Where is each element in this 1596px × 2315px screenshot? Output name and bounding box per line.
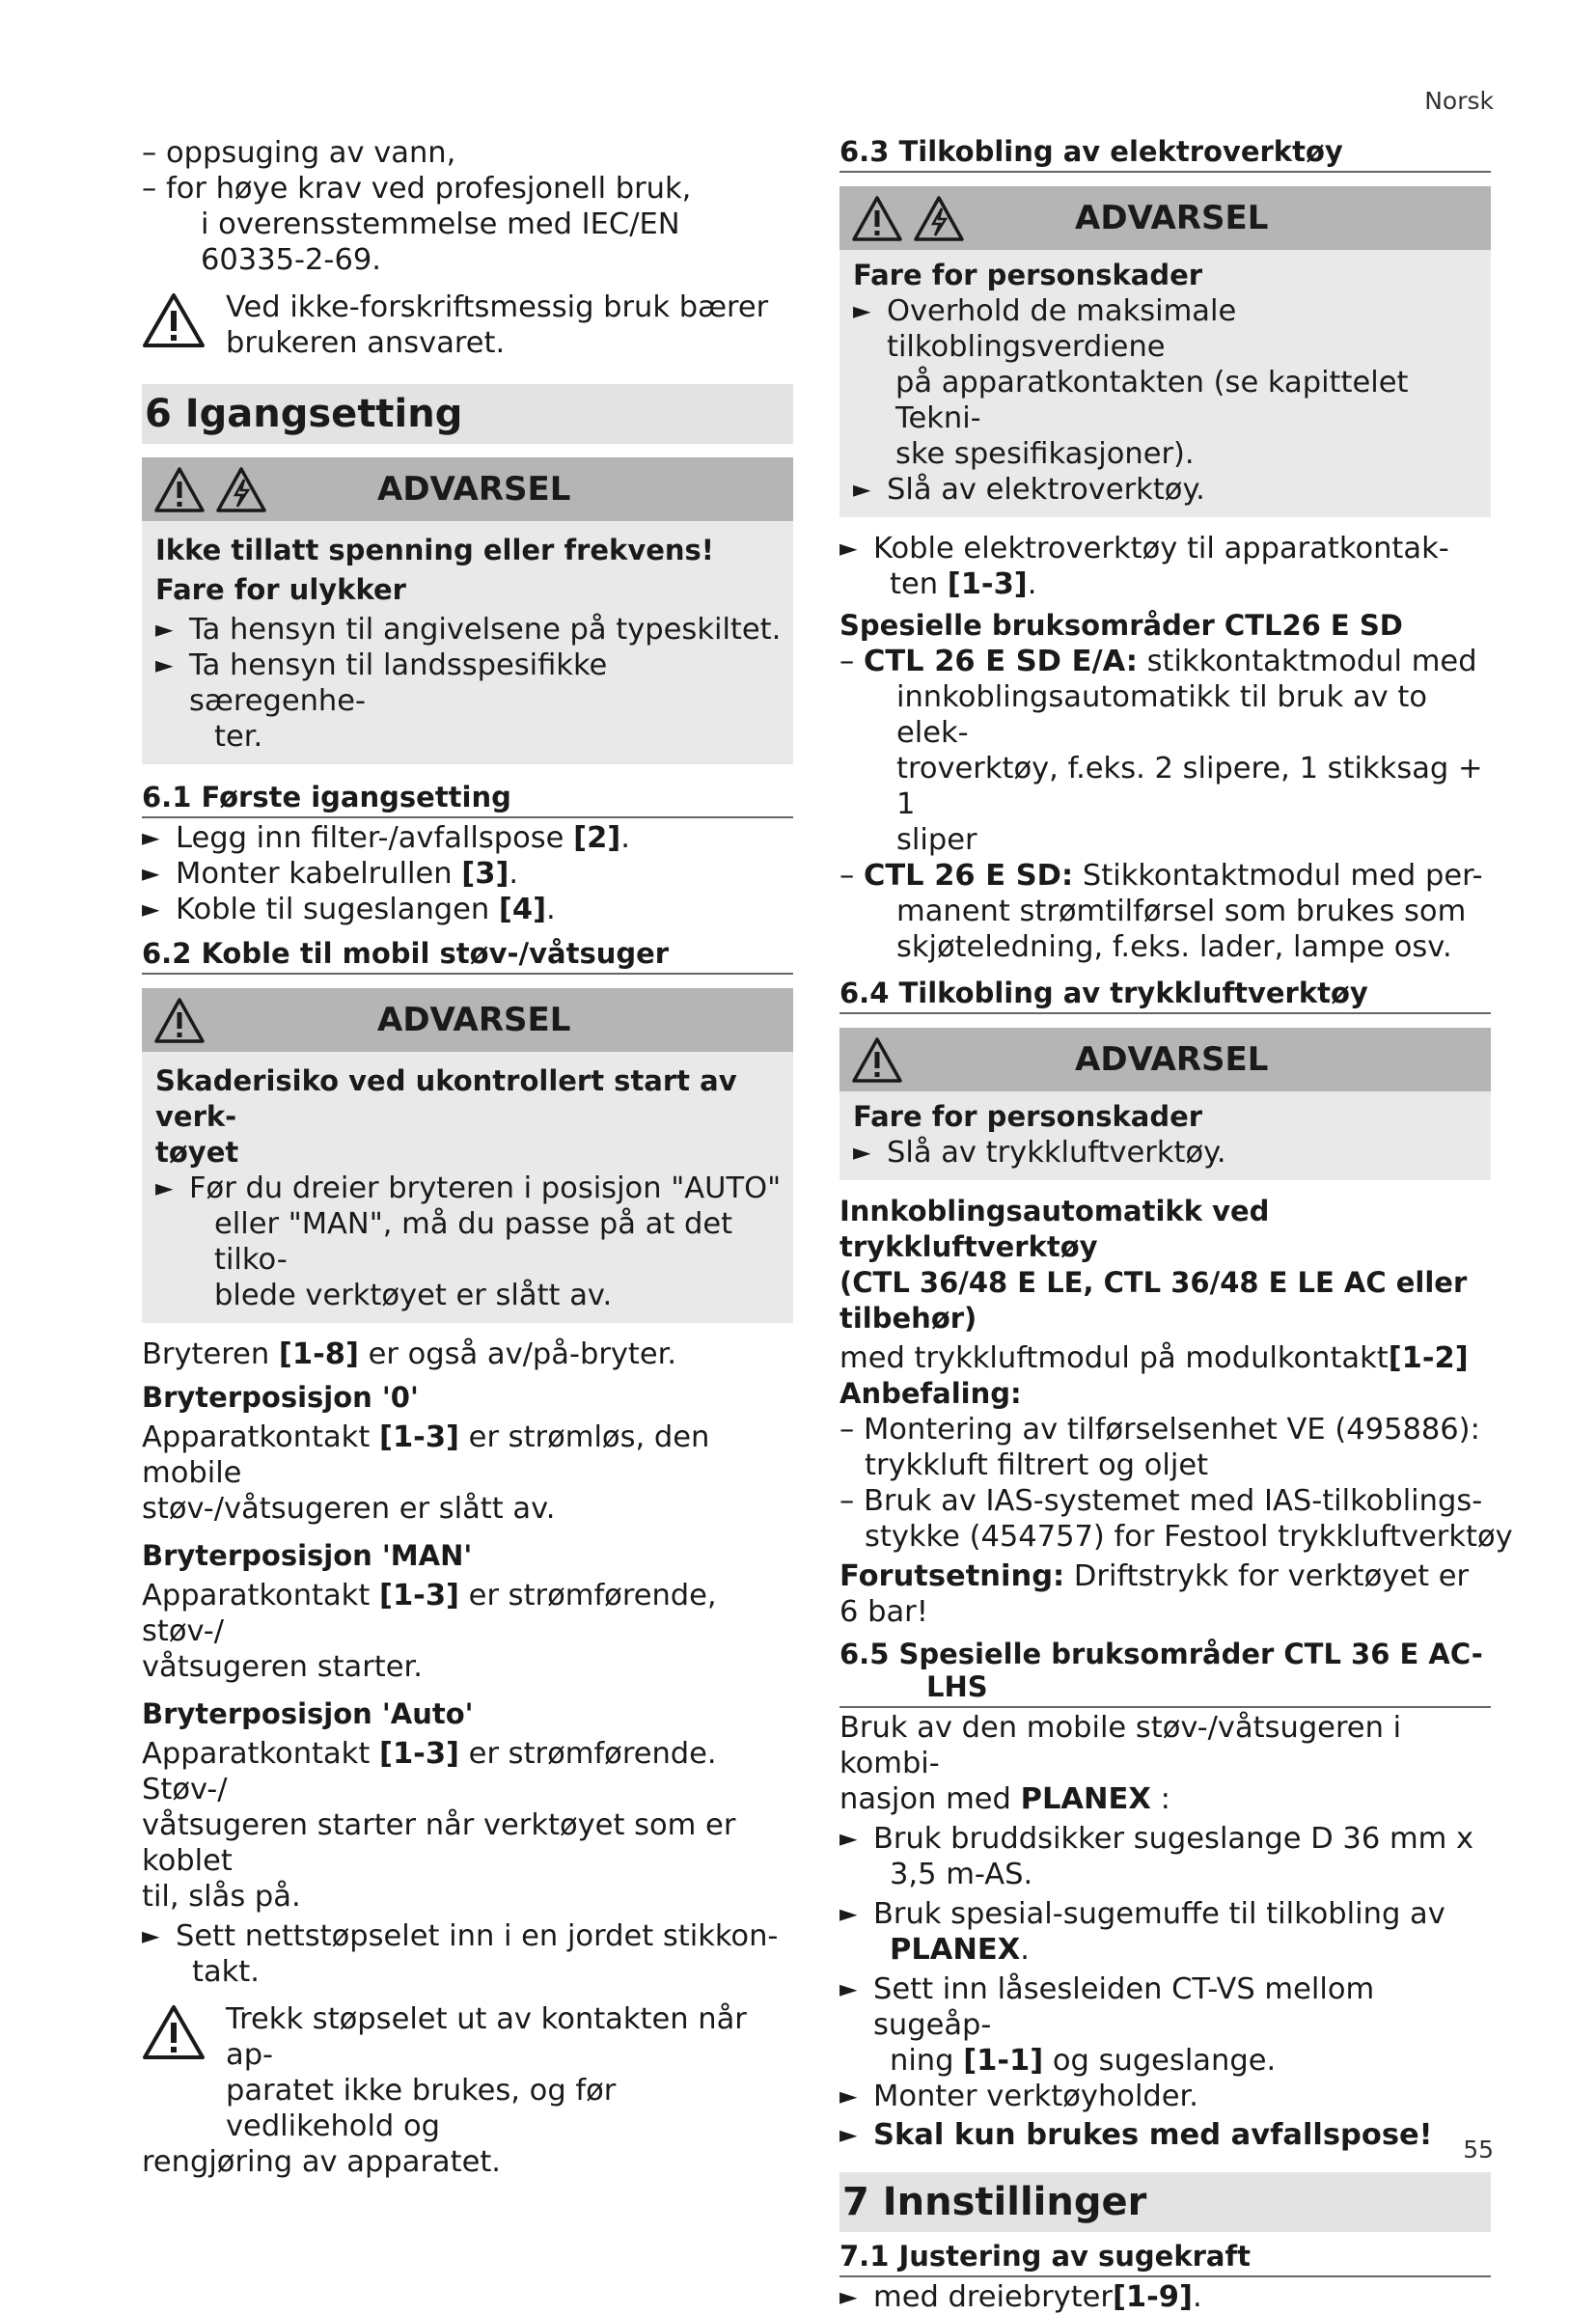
warning-header [142, 988, 793, 1052]
caution-note: Ved ikke-forskriftsmessig bruk bærer brukeren ansvaret. [142, 289, 793, 361]
arrow-icon: ► [853, 297, 871, 324]
section-7-1-title: 7.1 Justering av sugekraft [839, 2240, 1491, 2277]
arrow-icon: ► [839, 2082, 858, 2109]
list-item: ► Monter kabelrullen [3]. [142, 857, 519, 891]
arrow-icon: ► [839, 535, 858, 562]
warning-header [839, 186, 1491, 250]
list-item: ► Sett inn låsesleiden CT-VS mellom sugeåp- [839, 1972, 1375, 2042]
arrow-icon: ► [839, 2283, 858, 2310]
arrow-icon: ► [142, 860, 160, 887]
page-language: Norsk [1424, 87, 1494, 115]
switch-pos-auto-title: Bryterposisjon 'Auto' [142, 1697, 474, 1730]
arrow-icon: ► [839, 1975, 858, 2002]
section-7-title: 7 Innstillinger [839, 2172, 1491, 2232]
warning-header [142, 457, 793, 521]
switch-description: Bryteren [1-8] er også av/på-bryter. [142, 1337, 677, 1371]
warning-title: ADVARSEL [1075, 199, 1269, 237]
arrow-icon: ► [142, 896, 160, 923]
warning-box-voltage: ADVARSEL Ikke tillatt spenning eller frekvens! Fare for ulykker ► Ta hensyn til angivelsene på typeskiltet. ► Ta hensyn til landsspesifikke særegenhe- ter. [142, 457, 793, 764]
list-item: – Bruk av IAS-systemet med IAS-tilkoblings- [839, 1484, 1483, 1518]
list-item: ► Overhold de maksimale tilkoblingsverdiene [853, 294, 1237, 364]
warning-title: ADVARSEL [1075, 1040, 1269, 1079]
list-item: ► med dreiebryter[1-9]. [839, 2280, 1202, 2314]
right-column: 6.3 Tilkobling av elektroverktøy ADVARSEL Fare for personskader ► Overhold de maksimale tilkoblingsverdiene på apparatkontakten (se kapittelet Tekni- ske spesifikasjoner). ► Slå av elektroverktøy. ► Koble elektroverktøy til apparatkontak- ten [1-3]. Spesielle bruksområder CTL26 E SD – CTL 26 E SD E/A: stikkontaktmodul med innkoblingsautomatikk til bruk av to elek- troverktøy, f.eks. 2 slipere, 1 stikksag + 1 sliper – CTL 26 E SD: Stikkontaktmodul med per- manent strømtilførsel som brukes som skjøteledning, f.eks. lader, lampe osv. 6.4 Tilkobling av trykkluftverktøy ADVARSEL Fare for personskader ► Slå av trykkluftverktøy. Innkoblingsautomatikk ved trykkluftverktøy (CTL 36/48 E LE, CTL 36/48 E LE AC eller tilbehør) med trykkluftmodul på modulkontakt[1-2] Anbefaling: – Montering av tilførselsenhet VE (495886): trykkluft filtrert og oljet – Bruk av IAS-systemet med IAS-tilkoblings- stykke (454757) for Festool trykkluftverktøy Forutsetning: Driftstrykk for verktøyet er 6 bar! 6.5 Spesielle bruksområder CTL 36 E AC- LHS Bruk av den mobile støv-/våtsugeren i kombi- nasjon med PLANEX : ► Bruk bruddsikker sugeslange D 36 mm x 3,5 m-AS. ► Bruk spesial-sugemuffe til tilkobling av PLANEX. ► Sett inn låsesleiden CT-VS mellom sugeåp- ning [1-1] og sugeslange. ► Monter verktøyholder. ► Skal kun brukes med avfallspose! 7 Innstillinger 7.1 Justering av sugekraft ► med dreiebryter[1-9]. [839, 135, 1513, 2314]
list-item-cont: 60335-2-69. [201, 243, 381, 277]
list-item: ► Skal kun brukes med avfallspose! [839, 2118, 1433, 2152]
recommendation-title: Anbefaling: [839, 1377, 1022, 1410]
list-item: ► Ta hensyn til landsspesifikke særegenhe- [155, 648, 608, 718]
list-item: – oppsuging av vann, [142, 136, 456, 170]
list-item: – for høye krav ved profesjonell bruk, [142, 172, 692, 206]
list-item: ► Slå av elektroverktøy. [853, 473, 1205, 507]
special-uses-title: Spesielle bruksområder CTL26 E SD [839, 609, 1403, 642]
switch-pos-0-title: Bryterposisjon '0' [142, 1381, 419, 1414]
arrow-icon: ► [839, 1825, 858, 1852]
section-6-1-title: 6.1 Første igangsetting [142, 781, 793, 818]
section-6-2-title: 6.2 Koble til mobil støv-/våtsuger [142, 937, 793, 975]
warning-header [839, 1028, 1491, 1091]
warning-box-power-tool: ADVARSEL Fare for personskader ► Overhold de maksimale tilkoblingsverdiene på apparatkontakten (se kapittelet Tekni- ske spesifikasjoner). ► Slå av elektroverktøy. [839, 186, 1491, 517]
list-item: ► Før du dreier bryteren i posisjon "AUTO" [155, 1171, 782, 1205]
warning-triangle-icon [851, 1036, 903, 1085]
warning-triangle-icon [153, 466, 206, 514]
list-item: ► Bruk bruddsikker sugeslange D 36 mm x [839, 1822, 1474, 1856]
list-item: – CTL 26 E SD E/A: stikkontaktmodul med [839, 645, 1477, 678]
warning-box-compressed-air: ADVARSEL Fare for personskader ► Slå av trykkluftverktøy. [839, 1028, 1491, 1180]
list-item: ► Sett nettstøpselet inn i en jordet stikkon- [142, 1919, 779, 1953]
list-item: ► Koble elektroverktøy til apparatkontak- [839, 532, 1449, 565]
section-6-5-title: 6.5 Spesielle bruksområder CTL 36 E AC- LHS [839, 1638, 1491, 1708]
switch-pos-man-title: Bryterposisjon 'MAN' [142, 1539, 473, 1572]
electric-hazard-icon [215, 466, 267, 514]
arrow-icon: ► [853, 1139, 871, 1166]
page-number: 55 [1463, 2136, 1494, 2163]
arrow-icon: ► [839, 1900, 858, 1927]
warning-triangle-icon [142, 2004, 206, 2060]
warning-triangle-icon [851, 195, 903, 243]
list-item: ► Ta hensyn til angivelsene på typeskiltet. [155, 613, 782, 647]
list-item: ► Slå av trykkluftverktøy. [853, 1136, 1226, 1170]
left-column: – oppsuging av vann, – for høye krav ved profesjonell bruk, i overensstemmelse med IEC/EN 60335-2-69. Ved ikke-forskriftsmessig bruk bærer brukeren ansvaret. 6 Igangsetting ADVARSEL Ikke tillatt spenning eller frekvens! Fare for ulykker ► Ta hensyn til angivelsene på typeskiltet. ► Ta hensyn til landsspesifikke særegenhe- ter. 6.1 Første igangsetting ► Legg inn filter-/avfallspose [2]. ► Monter kabelrullen [3]. ► Koble til sugeslangen [4]. 6.2 Koble til mobil støv-/våtsuger ADVARSEL Skaderisiko ved ukontrollert start av verk- tøyet ► Før du dreier bryteren i posisjon "AUTO" eller "MAN", må du passe på at det tilko- blede verktøyet er slått av. Bryteren [1-8] er også av/på-bryter. Bryterposisjon '0' Apparatkontakt [1-3] er strømløs, den mobile støv-/våtsugeren er slått av. Bryterposisjon 'MAN' Apparatkontakt [1-3] er strømførende, støv-/ våtsugeren starter. Bryterposisjon 'Auto' Apparatkontakt [1-3] er strømførende. Støv-/ våtsugeren starter når verktøyet som er koblet til, slås på. ► Sett nettstøpselet inn i en jordet stikkon- takt. Trekk støpselet ut av kontakten når ap- paratet ikke brukes, og før vedlikehold og rengjøring av apparatet. [142, 135, 793, 2180]
arrow-icon: ► [839, 2121, 858, 2148]
arrow-icon: ► [853, 476, 871, 503]
section-6-3-title: 6.3 Tilkobling av elektroverktøy [839, 135, 1491, 173]
list-item: – CTL 26 E SD: Stikkontaktmodul med per- [839, 859, 1483, 893]
section-6-title: 6 Igangsetting [142, 384, 793, 444]
warning-triangle-icon [142, 292, 206, 348]
warning-title: ADVARSEL [377, 470, 571, 509]
prerequisite: Forutsetning: Driftstrykk for verktøyet er 6 bar! [839, 1559, 1470, 1629]
caution-note: Trekk støpselet ut av kontakten når ap- paratet ikke brukes, og før vedlikehold og rengjøring av apparatet. [142, 2002, 747, 2179]
warning-box-startup: ADVARSEL Skaderisiko ved ukontrollert start av verk- tøyet ► Før du dreier bryteren i posisjon "AUTO" eller "MAN", må du passe på at det tilko- blede verktøyet er slått av. [142, 988, 793, 1323]
arrow-icon: ► [155, 616, 174, 643]
arrow-icon: ► [142, 1922, 160, 1949]
electric-hazard-icon [913, 195, 965, 243]
arrow-icon: ► [155, 651, 174, 678]
warning-triangle-icon [153, 997, 206, 1045]
list-item: ► Bruk spesial-sugemuffe til tilkobling av [839, 1897, 1445, 1931]
list-item: ► Monter verktøyholder. [839, 2080, 1198, 2113]
warning-title: ADVARSEL [377, 1001, 571, 1039]
list-item: – Montering av tilførselsenhet VE (495886): [839, 1413, 1480, 1447]
arrow-icon: ► [142, 824, 160, 851]
arrow-icon: ► [155, 1174, 174, 1201]
list-item-cont: i overensstemmelse med IEC/EN [201, 207, 680, 241]
list-item: ► Legg inn filter-/avfallspose [2]. [142, 821, 630, 855]
list-item: ► Koble til sugeslangen [4]. [142, 893, 556, 926]
section-6-4-title: 6.4 Tilkobling av trykkluftverktøy [839, 977, 1491, 1014]
